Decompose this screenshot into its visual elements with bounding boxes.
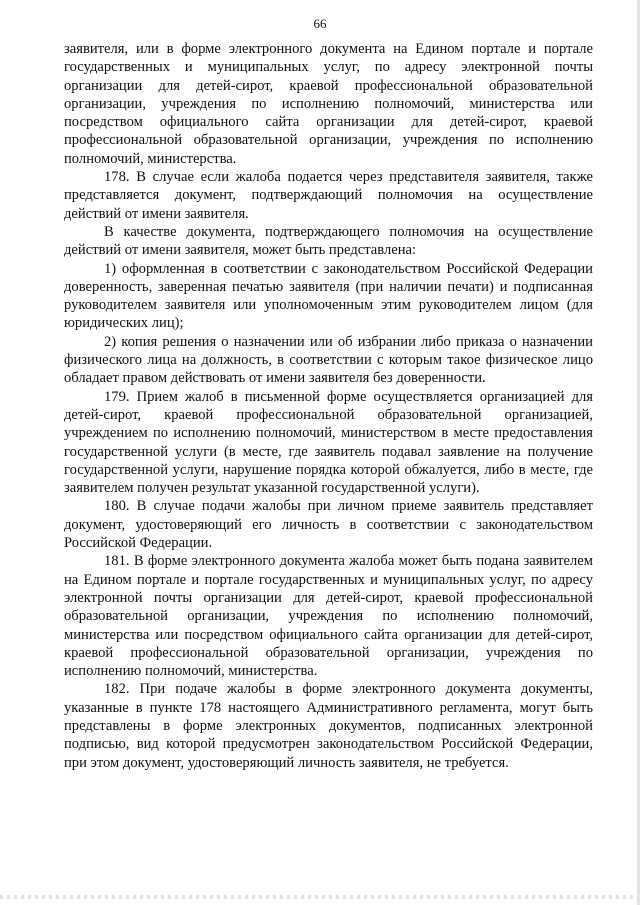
paragraph-representative-document: В качестве документа, подтверждающего полномочия на осуществление действий от имени заявителя, может быть представлена:: [64, 223, 593, 259]
page-number: 66: [313, 16, 327, 31]
scan-footer-noise: [0, 895, 640, 899]
document-body: [64, 40, 593, 772]
paragraph-179: 179. Прием жалоб в письменной форме осуществляется организацией для детей-сирот, краевой профессиональной образовательной организацией, учреждением по исполнению полномочий, министерством в месте предоставления государственной услуги (в месте, где заявитель подавал заявление на получение государственной услуги, нарушение порядка которой обжалуется, либо в месте, где заявителем получен результат указанной государственной услуги).: [64, 388, 593, 497]
paragraph-181: 181. В форме электронного документа жалоба может быть подана заявителем на Едином портале и портале государственных и муниципальных услуг, по адресу электронной почты организации для детей-сирот, краевой профессиональной образовательной организации, учреждения по исполнению полномочий, министерства или посредством официального сайта организации для детей-сирот, краевой профессиональной образовательной организации, учреждения по исполнению полномочий, министерства.: [64, 553, 593, 680]
paragraph-178: 178. В случае если жалоба подается через представителя заявителя, также представляется документ, подтверждающий полномочия на осуществление действий от имени заявителя.: [64, 169, 593, 222]
paragraph-180: 180. В случае подачи жалобы при личном приеме заявитель представляет документ, удостоверяющий его личность в соответствии с законодательством Российской Федерации.: [64, 498, 593, 552]
list-item-2: 2) копия решения о назначении или об избрании либо приказа о назначении физического лица на должность, в соответствии с которым такое физическое лицо обладает правом действовать от имени заявителя без доверенности.: [64, 333, 593, 387]
paragraph-continuation: заявителя, или в форме электронного документа на Едином портале и портале государственных и муниципальных услуг, по адресу электронной почты организации для детей-сирот, краевой профессиональной образовательной организации, учреждения по исполнению полномочий, министерства или посредством официального сайта организации для детей-сирот, краевой профессиональной образовательной организации, учреждения по исполнению полномочий, министерства.: [64, 41, 593, 167]
list-item-1: 1) оформленная в соответствии с законодательством Российской Федерации доверенность, заверенная печатью заявителя (при наличии печати) и подписанная руководителем заявителя или уполномоченным этим руководителем лицом (для юридических лиц);: [64, 260, 593, 332]
paragraph-182: 182. При подаче жалобы в форме электронного документа документы, указанные в пункте 178 настоящего Административного регламента, могут быть представлены в форме электронных документов, подписанных электронной подписью, вид которой предусмотрен законодательством Российской Федерации, при этом документ, удостоверяющий личность заявителя, не требуется.: [64, 681, 593, 771]
